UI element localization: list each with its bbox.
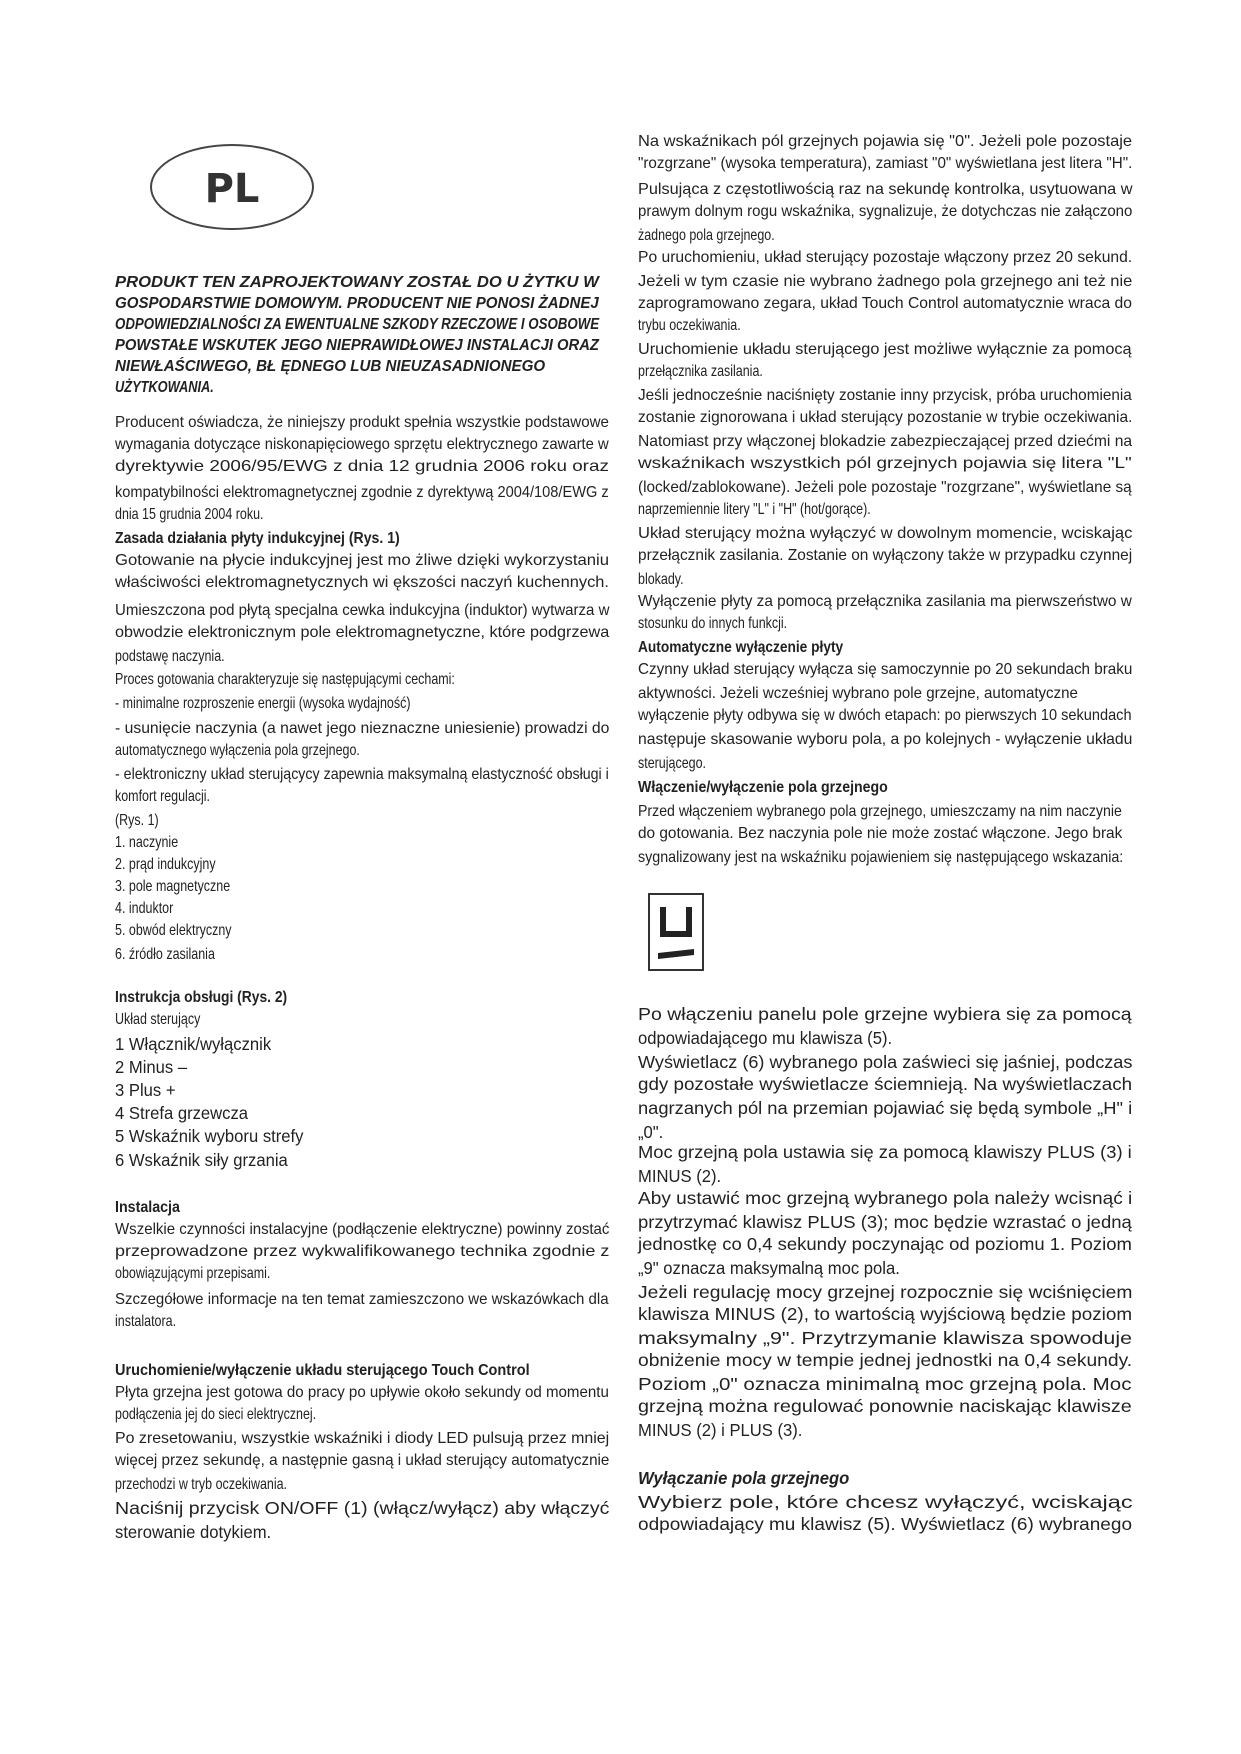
body-line: Układ sterujący można wyłączyć w dowolnym momencie, wciskając (638, 525, 1133, 542)
principle-heading: Zasada działania płyty indukcyjnej (Rys. 1) (115, 530, 400, 547)
principle-line: - minimalne rozproszenie energii (wysoka wydajność) (115, 695, 411, 712)
body-line: Wyłączenie płyty za pomocą przełącznika zasilania ma pierwszeństwo w (638, 593, 1132, 610)
installation-line: przeprowadzone przez wykwalifikowanego technika zgodnie z (115, 1243, 610, 1260)
power-line: obniżenie mocy w tempie jednej jednostki na 0,4 sekundy. (638, 1350, 1133, 1370)
warning-line: POWSTAŁE WSKUTEK JEGO NIEPRAWIDŁOWEJ INSTALACJI ORAZ (115, 337, 599, 354)
installation-heading: Instalacja (115, 1199, 180, 1216)
power-line: maksymalny „9". Przytrzymanie klawisza spowoduje (638, 1328, 1132, 1348)
body-line: prawym dolnym rogu wskaźnika, sygnalizuje, że dotychczas nie załączono (638, 203, 1133, 220)
power-line: klawisza MINUS (2), to wartością wyjściową będzie poziom (638, 1304, 1133, 1324)
power-line: „0". (638, 1122, 664, 1142)
startup-line: Po zresetowaniu, wszystkie wskaźniki i diody LED pulsują przez mniej (115, 1430, 610, 1447)
fig1-item: 3. pole magnetyczne (115, 878, 231, 895)
auto-off-line: następuje skasowanie wyboru pola, a po kolejnych - wyłączenie układu (638, 731, 1133, 748)
body-line: Jeśli jednocześnie naciśnięty zostanie inny przycisk, próba uruchomienia (638, 387, 1132, 404)
body-line: żadnego pola grzejnego. (638, 227, 775, 244)
auto-off-line: aktywności. Jeżeli wcześniej wybrano pole grzejne, automatyczne (638, 685, 1078, 702)
power-line: Moc grzejną pola ustawia się za pomocą klawiszy PLUS (3) i (638, 1142, 1132, 1162)
installation-line: Wszelkie czynności instalacyjne (podłączenie elektryczne) powinny zostać (115, 1221, 610, 1238)
fig1-item: 2. prąd indukcyjny (115, 856, 216, 873)
principle-line: (Rys. 1) (115, 812, 159, 829)
zone-toggle-line: sygnalizowany jest na wskaźniku pojawieniem się następującego wskazania: (638, 849, 1124, 866)
principle-line: komfort regulacji. (115, 788, 211, 805)
language-badge-label: PL (204, 166, 260, 212)
body-line: Uruchomienie układu sterującego jest możliwe wyłącznie za pomocą (638, 341, 1132, 358)
principle-line: Gotowanie na płycie indukcyjnej jest mo żliwe dzięki wykorzystaniu (115, 552, 609, 569)
principle-line: podstawę naczynia. (115, 648, 225, 665)
power-line: Po włączeniu panelu pole grzejne wybiera się za pomocą (638, 1004, 1132, 1024)
fig1-item: 5. obwód elektryczny (115, 922, 232, 939)
power-line: Poziom „0" oznacza minimalną moc grzejną pola. Moc (638, 1374, 1132, 1394)
no-pan-display-icon (648, 893, 704, 971)
warning-line: PRODUKT TEN ZAPROJEKTOWANY ZOSTAŁ DO U ŻYTKU W (115, 274, 599, 291)
fig2-item: 3 Plus + (115, 1080, 176, 1100)
intro-line: dyrektywie 2006/95/EWG z dnia 12 grudnia 2006 roku oraz (115, 458, 609, 475)
fig2-item: 2 Minus – (115, 1057, 188, 1077)
fig2-item: 5 Wskaźnik wyboru strefy (115, 1126, 304, 1146)
fig2-item: 1 Włącznik/wyłącznik (115, 1034, 272, 1054)
fig2-item: 4 Strefa grzewcza (115, 1103, 249, 1123)
installation-line: instalatora. (115, 1313, 177, 1330)
power-line: grzejną można regulować ponownie naciskając klawisze (638, 1396, 1132, 1416)
warning-line: UŻYTKOWANIA. (115, 379, 214, 396)
zone-off-heading: Wyłączanie pola grzejnego (638, 1468, 850, 1488)
body-line: trybu oczekiwania. (638, 317, 741, 334)
body-line: przełącznika zasilania. (638, 363, 763, 380)
principle-line: automatycznego wyłączenia pola grzejnego. (115, 742, 360, 759)
startup-line: podłączenia jej do sieci elektrycznej. (115, 1406, 317, 1423)
power-line: nagrzanych pól na przemian pojawiać się będą symbole „H" i (638, 1098, 1133, 1118)
language-badge (150, 144, 314, 230)
power-line: Wyświetlacz (6) wybranego pola zaświeci się jaśniej, podczas (638, 1052, 1133, 1072)
principle-line: - usunięcie naczynia (a nawet jego nieznaczne uniesienie) prowadzi do (115, 720, 610, 737)
power-line: gdy pozostałe wyświetlacze ściemnieją. Na wyświetlaczach (638, 1074, 1133, 1094)
startup-line: przechodzi w tryb oczekiwania. (115, 1476, 288, 1493)
body-line: stosunku do innych funkcji. (638, 615, 788, 632)
control-unit-label: Układ sterujący (115, 1011, 201, 1028)
body-line: (locked/zablokowane). Jeżeli pole pozostaje "rozgrzane", wyświetlane są (638, 479, 1132, 496)
intro-line: wymagania dotyczące niskonapięciowego sprzętu elektrycznego zawarte w (115, 436, 609, 453)
intro-line: Producent oświadcza, że niniejszy produkt spełnia wszystkie podstawowe (115, 414, 609, 431)
startup-heading: Uruchomienie/wyłączenie układu sterującego Touch Control (115, 1362, 530, 1379)
power-line: MINUS (2) i PLUS (3). (638, 1420, 803, 1440)
body-line: "rozgrzane" (wysoka temperatura), zamiast "0" wyświetlana jest litera "H". (638, 155, 1133, 172)
installation-line: Szczegółowe informacje na ten temat zamieszczono we wskazówkach dla (115, 1291, 609, 1308)
installation-line: obowiązującymi przepisami. (115, 1265, 271, 1282)
fig1-item: 4. induktor (115, 900, 174, 917)
fig2-item: 6 Wskaźnik siły grzania (115, 1150, 288, 1170)
principle-line: Umieszczona pod płytą specjalna cewka indukcyjna (induktor) wytwarza w (115, 602, 610, 619)
power-line: Jeżeli regulację mocy grzejnej rozpocznie się wciśnięciem (638, 1282, 1133, 1302)
zone-toggle-line: do gotowania. Bez naczynia pole nie może zostać włączone. Jego brak (638, 825, 1123, 842)
body-line: Natomiast przy włączonej blokadzie zabezpieczającej przed dziećmi na (638, 433, 1133, 450)
auto-off-line: Czynny układ sterujący wyłącza się samoczynnie po 20 sekundach braku (638, 661, 1133, 678)
warning-line: NIEWŁAŚCIWEGO, BŁ ĘDNEGO LUB NIEUZASADNIONEGO (115, 358, 546, 375)
onoff-line: Naciśnij przycisk ON/OFF (1) (włącz/wyłącz) aby włączyć (115, 1498, 610, 1518)
instructions-heading: Instrukcja obsługi (Rys. 2) (115, 989, 288, 1006)
principle-line: obwodzie elektronicznym pole elektromagnetyczne, które podgrzewa (115, 624, 610, 641)
auto-off-line: wyłączenie płyty odbywa się w dwóch etapach: po pierwszych 10 sekundach (638, 707, 1132, 724)
zone-off-line: odpowiadający mu klawisz (5). Wyświetlacz (6) wybranego (638, 1514, 1133, 1534)
startup-line: więcej przez sekundę, a następnie gasną i układ sterujący automatycznie (115, 1452, 610, 1469)
principle-line: Proces gotowania charakteryzuje się następującymi cechami: (115, 671, 455, 688)
startup-line: Płyta grzejna jest gotowa do pracy po upływie około sekundy od momentu (115, 1384, 609, 1401)
intro-line: dnia 15 grudnia 2004 roku. (115, 506, 264, 523)
power-line: przytrzymać klawisz PLUS (3); moc będzie wzrastać o jedną (638, 1212, 1132, 1232)
fig1-item: 6. źródło zasilania (115, 946, 215, 963)
body-line: Na wskaźnikach pól grzejnych pojawia się "0". Jeżeli pole pozostaje (638, 133, 1133, 150)
body-line: Po uruchomieniu, układ sterujący pozostaje włączony przez 20 sekund. (638, 249, 1133, 266)
body-line: zaprogramowano zegara, układ Touch Control automatycznie wraca do (638, 295, 1132, 312)
warning-line: ODPOWIEDZIALNOŚCI ZA EWENTUALNE SZKODY RZECZOWE I OSOBOWE (115, 316, 600, 333)
auto-off-line: sterującego. (638, 755, 706, 772)
body-line: Jeżeli w tym czasie nie wybrano żadnego pola grzejnego ani też nie (638, 273, 1133, 290)
onoff-line: sterowanie dotykiem. (115, 1522, 272, 1542)
body-line: blokady. (638, 571, 684, 588)
body-line: zostanie zignorowana i układ sterujący pozostanie w trybie oczekiwania. (638, 409, 1133, 426)
body-line: naprzemiennie litery "L" i "H" (hot/gorące). (638, 501, 871, 518)
zone-toggle-heading: Włączenie/wyłączenie pola grzejnego (638, 779, 888, 796)
intro-line: kompatybilności elektromagnetycznej zgodnie z dyrektywą 2004/108/EWG z (115, 484, 609, 501)
warning-line: GOSPODARSTWIE DOMOWYM. PRODUCENT NIE PONOSI ŻADNEJ (115, 295, 599, 312)
power-line: MINUS (2). (638, 1166, 722, 1186)
principle-line: - elektroniczny układ sterującycy zapewnia maksymalną elastyczność obsługi i (115, 766, 609, 783)
auto-off-heading: Automatyczne wyłączenie płyty (638, 639, 844, 656)
principle-line: właściwości elektromagnetycznych wi ększości naczyń kuchennych. (115, 574, 609, 591)
zone-off-line: Wybierz pole, które chcesz wyłączyć, wciskając (638, 1492, 1133, 1512)
body-line: przełącznik zasilania. Zostanie on wyłączony także w przypadku czynnej (638, 547, 1133, 564)
body-line: Pulsująca z częstotliwością raz na sekundę kontrolka, usytuowana w (638, 181, 1133, 198)
power-line: jednostkę co 0,4 sekundy poczynając od poziomu 1. Poziom (638, 1234, 1132, 1254)
fig1-item: 1. naczynie (115, 834, 179, 851)
power-line: odpowiadającego mu klawisza (5). (638, 1028, 893, 1048)
power-line: Aby ustawić moc grzejną wybranego pola należy wcisnąć i (638, 1188, 1133, 1208)
zone-toggle-line: Przed włączeniem wybranego pola grzejnego, umieszczamy na nim naczynie (638, 803, 1122, 820)
power-line: „9" oznacza maksymalną moc pola. (638, 1258, 900, 1278)
body-line: wskaźnikach wszystkich pól grzejnych pojawia się litera "L" (638, 455, 1132, 472)
